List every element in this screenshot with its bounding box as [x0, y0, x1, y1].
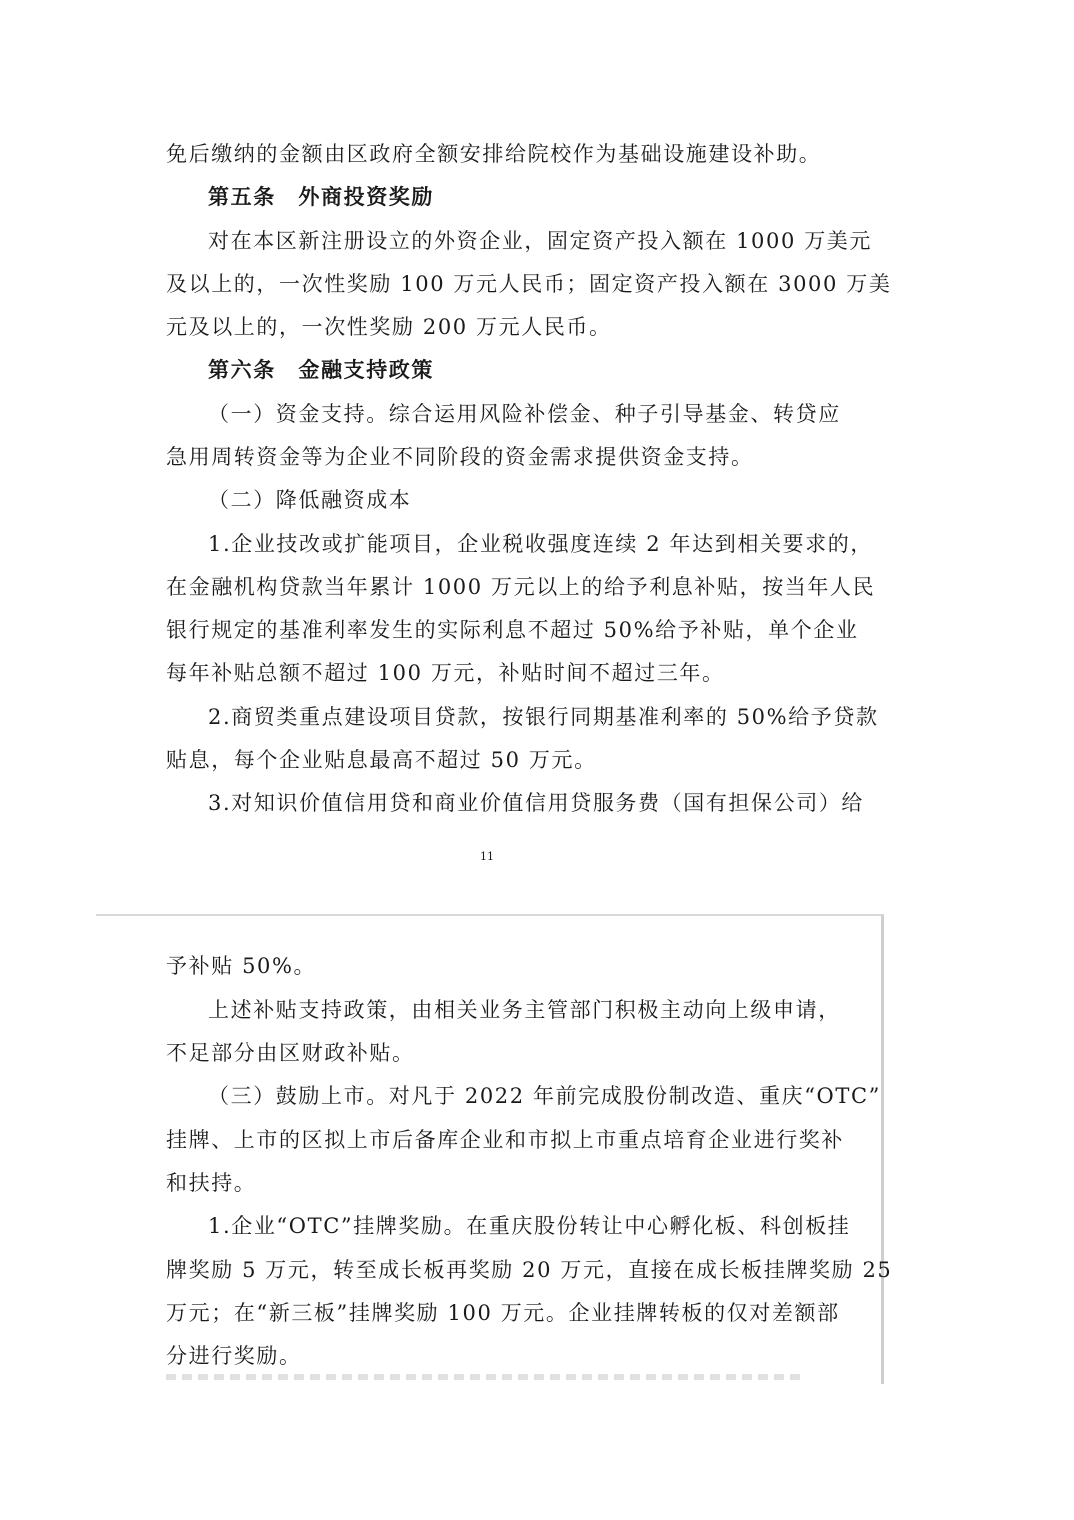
- body-line: 牌奖励 5 万元，转至成长板再奖励 20 万元，直接在成长板挂牌奖励 25: [166, 1258, 893, 1282]
- body-line: （一）资金支持。综合运用风险补偿金、种子引导基金、转贷应: [208, 402, 841, 426]
- body-line: 及以上的，一次性奖励 100 万元人民币；固定资产投入额在 3000 万美: [166, 272, 892, 296]
- body-line: 每年补贴总额不超过 100 万元，补贴时间不超过三年。: [166, 661, 725, 685]
- body-line: 银行规定的基准利率发生的实际利息不超过 50%给予补贴，单个企业: [166, 618, 859, 642]
- body-line: 挂牌、上市的区拟上市后备库企业和市拟上市重点培育企业进行奖补: [166, 1128, 844, 1152]
- body-line: 1.企业技改或扩能项目，企业税收强度连续 2 年达到相关要求的，: [208, 532, 873, 556]
- body-line: （三）鼓励上市。对凡于 2022 年前完成股份制改造、重庆“OTC”: [208, 1084, 881, 1108]
- body-line: 在金融机构贷款当年累计 1000 万元以上的给予利息补贴，按当年人民: [166, 575, 876, 599]
- section-heading-article-5: 第五条 外商投资奖励: [208, 184, 434, 209]
- body-line: 予补贴 50%。: [166, 954, 317, 978]
- body-line: 上述补贴支持政策，由相关业务主管部门积极主动向上级申请，: [208, 998, 841, 1022]
- body-line: 和扶持。: [166, 1171, 257, 1195]
- document-page-12: [96, 914, 893, 1384]
- body-line: 1.企业“OTC”挂牌奖励。在重庆股份转让中心孵化板、科创板挂: [208, 1214, 851, 1238]
- body-line: 万元；在“新三板”挂牌奖励 100 万元。企业挂牌转板的仅对差额部: [166, 1301, 840, 1325]
- body-line: 对在本区新注册设立的外资企业，固定资产投入额在 1000 万美元: [208, 229, 872, 253]
- cut-off-text-line: [166, 1374, 806, 1380]
- body-line: 急用周转资金等为企业不同阶段的资金需求提供资金支持。: [166, 445, 754, 469]
- body-line: 不足部分由区财政补贴。: [166, 1041, 415, 1065]
- section-heading-article-6: 第六条 金融支持政策: [208, 357, 434, 382]
- body-line: 2.商贸类重点建设项目贷款，按银行同期基准利率的 50%给予贷款: [208, 705, 879, 729]
- subsection-heading: （二）降低融资成本: [208, 488, 412, 512]
- body-line: 贴息，每个企业贴息最高不超过 50 万元。: [166, 748, 597, 772]
- body-line: 3.对知识价值信用贷和商业价值信用贷服务费（国有担保公司）给: [208, 791, 865, 815]
- body-line: 分进行奖励。: [166, 1344, 302, 1368]
- body-line: 免后缴纳的金额由区政府全额安排给院校作为基础设施建设补助。: [166, 142, 822, 166]
- page-number: 11: [480, 850, 494, 863]
- body-line: 元及以上的，一次性奖励 200 万元人民币。: [166, 315, 612, 339]
